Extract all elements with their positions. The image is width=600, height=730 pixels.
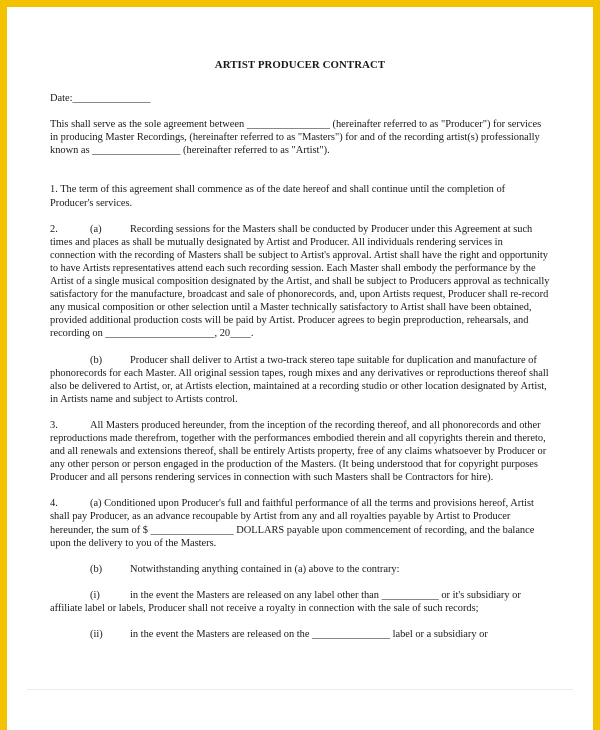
section-4b-i-label: (i)	[90, 589, 100, 601]
contract-title: ARTIST PRODUCER CONTRACT	[214, 59, 386, 71]
section-3-number: 3.	[50, 419, 58, 431]
section-4b-i	[50, 589, 550, 615]
section-4a	[50, 497, 550, 549]
contract-body	[50, 59, 550, 641]
section-1: 1. The term of this agreement shall commence as of the date hereof and shall continue until the completion of Producer's services.	[50, 184, 506, 209]
section-4b-ii-label: (ii)	[90, 629, 103, 640]
section-4b-label: (b)	[90, 563, 103, 575]
section-2b-text: Producer shall deliver to Artist a two-track stereo tape suitable for duplication and manufacture of phonorecords for each Master. All original session tapes, rough mixes and any derivatives or reproductions thereof shall also be delivered to Artist, or, at Artists election, maintained at a recording studio or other location designated by Artist, in Artists name and subject to Artists control.	[50, 354, 549, 405]
section-2a-text: Recording sessions for the Masters shall be conducted by Producer under this Agreement at such times and places as shall be mutually designated by Artist and Producer. All individuals rendering services in connection with the recording of Masters shall be subject to Artist's approval. Artist shall have the right and opportunity to have Artists representatives attend each such recording session. Each Master shall embody the performance by the Artist of a single musical composition designated by the Artist, and shall be subject to Producers approval as technically satisfactory for the manufacture, broadcast and sale of phonorecords, and, upon Artists request, Producer shall re-record any musical composition or other selection until a Master technically satisfactory to Artist shall have been obtained, provided additional production costs will be paid by Artist. Producer agrees to begin preproduction, rehearsals, and recording on _____________________, 20____.	[50, 223, 550, 340]
section-4a-number: 4.	[50, 498, 58, 510]
section-3	[50, 419, 550, 484]
section-2a-number: 2.	[50, 223, 58, 235]
section-4b	[50, 563, 550, 576]
section-4a-text: (a) Conditioned upon Producer's full and faithful performance of all the terms and provisions hereof, Artist shall pay Producer, as an advance recoupable by Artist from any and all royalties payable by Artist to Producer hereunder, the sum of $ ________________ DOLLARS payable upon commencement of recording, and the balance upon the delivery to you of the Masters.	[50, 498, 535, 549]
section-3-text: All Masters produced hereunder, from the inception of the recording thereof, and all phonorecords and other reproductions made therefrom, together with the performances embodied therein and all copyrights therein and thereto, and all renewals and extensions thereof, shall be entirely Artists property, free of any claims whatsoever by Producer or any other person or person engaged in the production of the Masters. (It being understood that for copyright purposes Producer and all persons rendering services in connection with such Masters shall be Contractors for hire).	[50, 419, 547, 484]
section-2b-label: (b)	[90, 354, 103, 366]
date-line: Date:_______________	[50, 93, 151, 105]
section-2b	[50, 354, 550, 406]
section-4b-i-text: in the event the Masters are released on any label other than ___________ or it's subsidiary or affiliate label or labels, Producer shall not receive a royalty in connection with the sale of such records;	[50, 589, 521, 614]
section-2a-label: (a)	[90, 223, 102, 235]
intro-paragraph: This shall serve as the sole agreement between ________________ (hereinafter referred to as "Producer") for services in producing Master Recordings, (hereinafter referred to as "Masters") for and of the recording artist(s) professionally known as _________________ (hereinafter referred to as "Artist").	[50, 119, 542, 157]
section-4b-ii-text: in the event the Masters are released on the _______________ label or a subsidiary or	[130, 629, 488, 640]
section-4b-ii	[50, 628, 550, 641]
section-4b-text: Notwithstanding anything contained in (a) above to the contrary:	[130, 563, 400, 575]
document-page	[7, 7, 593, 730]
bottom-fade	[7, 682, 593, 730]
section-2a	[50, 223, 550, 341]
